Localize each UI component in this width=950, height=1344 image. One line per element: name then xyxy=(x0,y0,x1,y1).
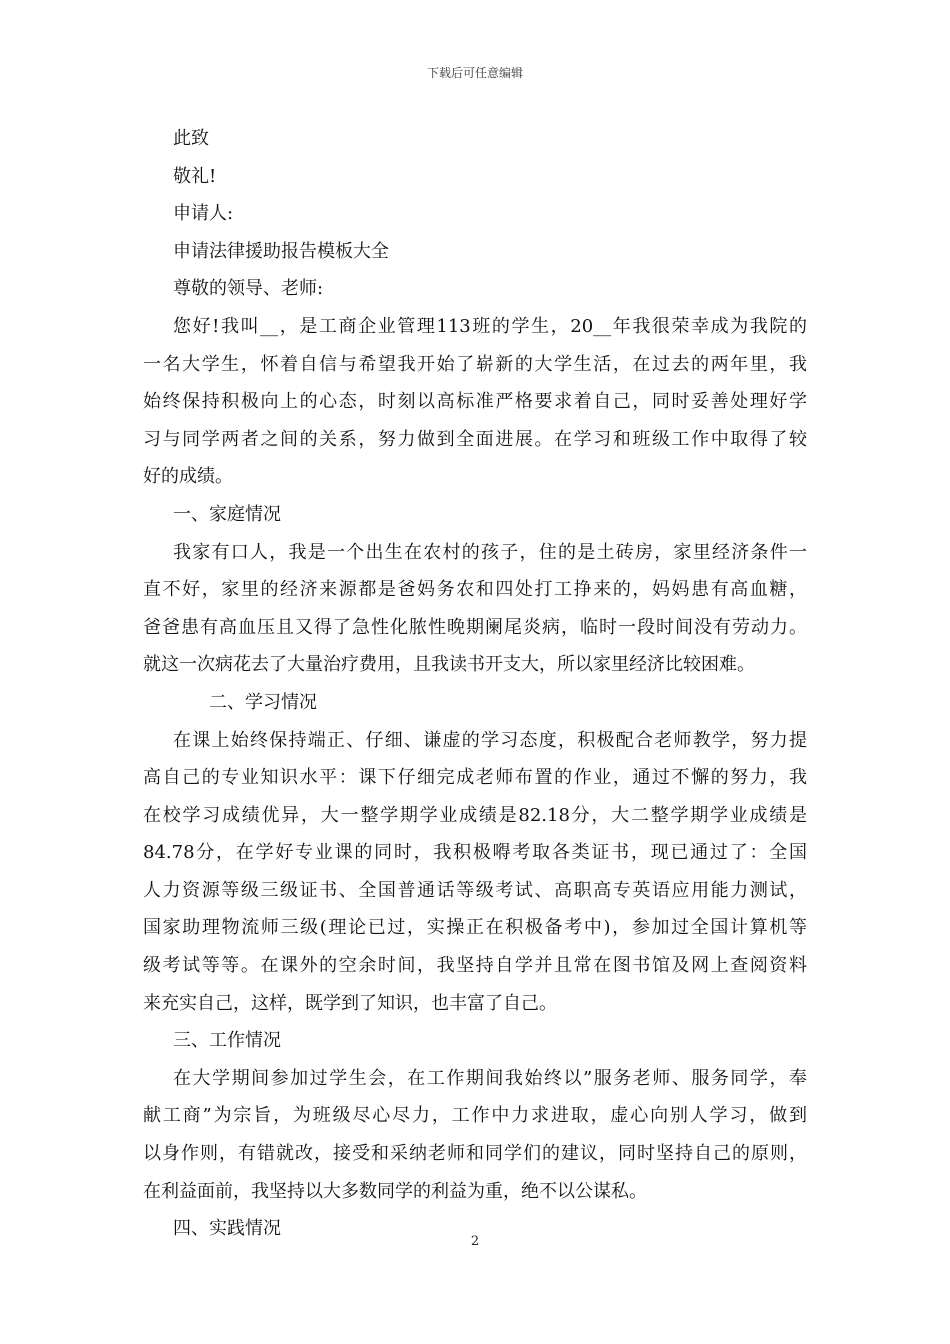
document-body xyxy=(143,120,807,1248)
text-line: 84.78分，在学好专业课的同时，我积极嘚考取各类证书，现已通过了：全国 xyxy=(143,842,807,864)
page-header: 下载后可任意编辑 xyxy=(426,66,523,80)
text-line: 此致 xyxy=(173,128,209,149)
text-line: 级考试等等。在课外的空余时间，我坚持自学并且常在图书馆及网上查阅资料 xyxy=(143,955,807,977)
text-line: 在大学期间参加过学生会，在工作期间我始终以”服务老师、服务同学，奉 xyxy=(173,1067,807,1089)
text-line: 一名大学生，怀着自信与希望我开始了崭新的大学生活，在过去的两年里，我 xyxy=(143,353,807,375)
text-line: 在课上始终保持端正、仔细、谦虚的学习态度，积极配合老师教学，努力提 xyxy=(173,729,807,751)
text-line: 人力资源等级三级证书、全国普通话等级考试、高职高专英语应用能力测试， xyxy=(143,879,807,901)
text-line: 来充实自己，这样，既学到了知识，也丰富了自己。 xyxy=(143,992,557,1014)
text-line: 一、家庭情况 xyxy=(173,503,281,525)
page-number: 2 xyxy=(470,1234,480,1249)
text-line: 我家有口人，我是一个出生在农村的孩子，住的是土砖房，家里经济条件一 xyxy=(173,541,807,563)
text-line: 尊敬的领导、老师: xyxy=(173,278,324,300)
text-line: 始终保持积极向上的心态，时刻以高标准严格要求着自己，同时妥善处理好学 xyxy=(143,391,807,413)
text-line: 敬礼! xyxy=(173,165,217,187)
text-line: 习与同学两者之间的关系，努力做到全面进展。在学习和班级工作中取得了较 xyxy=(143,428,807,450)
text-line: 在校学习成绩优异，大一整学期学业成绩是82.18分，大二整学期学业成绩是 xyxy=(143,804,807,826)
text-line: 您好!我叫__，是工商企业管理113班的学生，20__年我很荣幸成为我院的 xyxy=(173,315,807,337)
text-line: 高自己的专业知识水平：课下仔细完成老师布置的作业，通过不懈的努力，我 xyxy=(143,767,807,789)
text-line: 好的成绩。 xyxy=(143,466,233,488)
text-line: 在利益面前，我坚持以大多数同学的利益为重，绝不以公谋私。 xyxy=(143,1180,647,1202)
text-line: 直不好，家里的经济来源都是爸妈务农和四处打工挣来的，妈妈患有高血糖， xyxy=(143,579,807,601)
text-line: 三、工作情况 xyxy=(173,1030,281,1052)
text-line: 申请法律援助报告模板大全 xyxy=(173,240,389,262)
text-line: 爸爸患有高血压且又得了急性化脓性晚期阑尾炎病，临时一段时间没有劳动力。 xyxy=(143,616,807,638)
text-line: 献工商”为宗旨，为班级尽心尽力，工作中力求进取，虚心向别人学习，做到 xyxy=(143,1105,807,1127)
text-line: 以身作则，有错就改，接受和采纳老师和同学们的建议，同时坚持自己的原则， xyxy=(143,1143,807,1165)
text-line: 就这一次病花去了大量治疗费用，且我读书开支大，所以家里经济比较困难。 xyxy=(143,654,755,676)
text-line: 二、学习情况 xyxy=(209,691,317,713)
text-line: 国家助理物流师三级(理论已过，实操正在积极备考中)，参加过全国计算机等 xyxy=(143,917,807,939)
text-line: 四、实践情况 xyxy=(173,1218,281,1240)
text-line: 申请人: xyxy=(173,203,234,225)
